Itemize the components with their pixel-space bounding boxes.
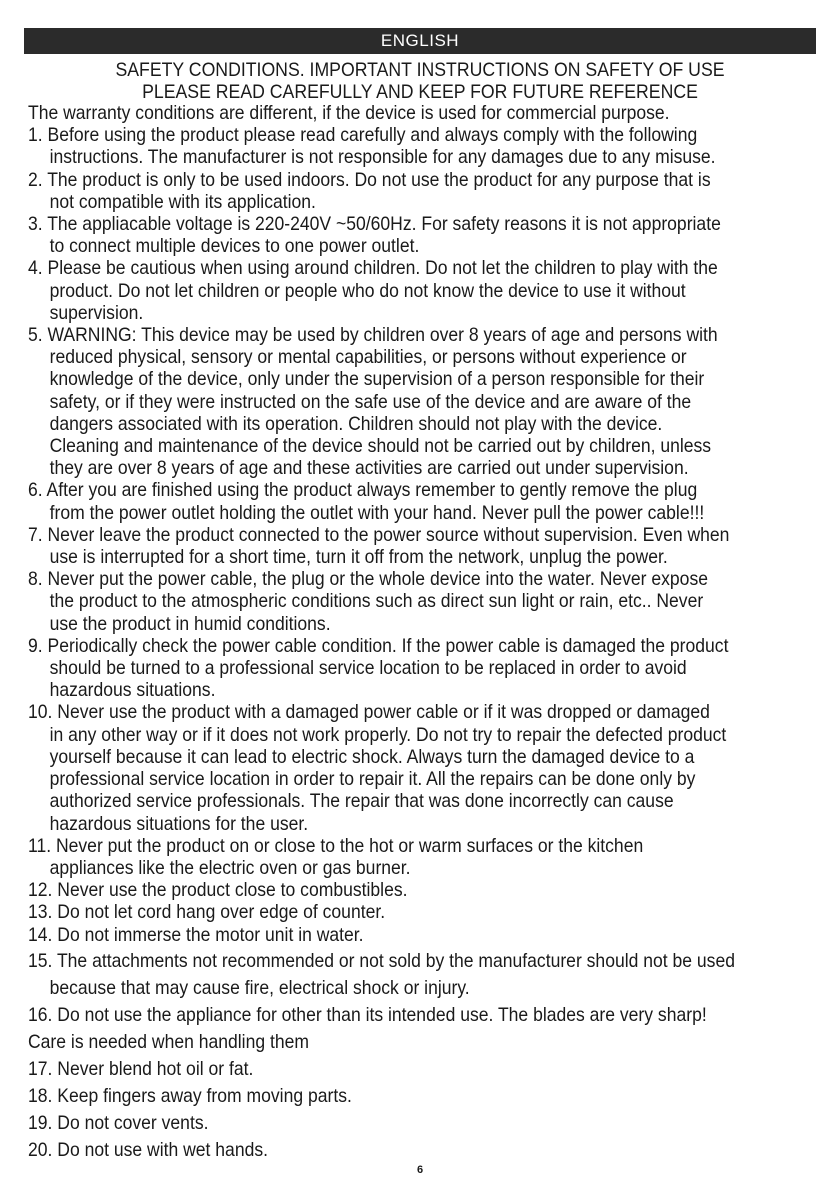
instruction-item — [28, 568, 775, 635]
instruction-continuation-line: product. Do not let children or people who do not know the device to use it without — [49, 279, 686, 302]
safety-subtitle: PLEASE READ CAREFULLY AND KEEP FOR FUTURE REFERENCE — [142, 82, 698, 103]
instruction-item — [28, 1138, 775, 1162]
instruction-line: 2. The product is only to be used indoors. Do not use the product for any purpose that is — [28, 168, 711, 191]
instruction-line: 1. Before using the product please read carefully and always comply with the following — [28, 124, 698, 147]
instruction-line: 11. Never put the product on or close to the hot or warm surfaces or the kitchen — [28, 834, 644, 857]
instruction-line: 3. The appliacable voltage is 220-240V ~50/60Hz. For safety reasons it is not appropriate — [28, 213, 721, 236]
instruction-item — [28, 1030, 775, 1054]
page-number: 6 — [416, 1164, 424, 1176]
instruction-line: 20. Do not use with wet hands. — [28, 1138, 269, 1161]
instruction-item — [28, 257, 775, 324]
instruction-continuation-line: from the power outlet holding the outlet with your hand. Never pull the power cable!!! — [49, 501, 705, 524]
instruction-item — [28, 124, 775, 168]
language-header-bar: ENGLISH — [24, 28, 816, 54]
warranty-intro: The warranty conditions are different, if the device is used for commercial purpose. — [28, 102, 670, 124]
instruction-continuation-line: yourself because it can lead to electric shock. Always turn the damaged device to a — [49, 745, 695, 768]
instruction-line: 15. The attachments not recommended or not sold by the manufacturer should not be used — [28, 949, 735, 972]
instruction-item — [28, 901, 775, 923]
instruction-line: 4. Please be cautious when using around children. Do not let the children to play with the — [28, 257, 718, 280]
instruction-continuation-line: authorized service professionals. The repair that was done incorrectly can cause — [49, 790, 674, 813]
instruction-continuation-line: Cleaning and maintenance of the device should not be carried out by children, unless — [49, 435, 712, 458]
instruction-continuation-line: instructions. The manufacturer is not responsible for any damages due to any misuse. — [49, 146, 716, 169]
instruction-item — [28, 1111, 775, 1135]
instruction-continuation-line: the product to the atmospheric conditions such as direct sun light or rain, etc.. Never — [49, 590, 704, 613]
instruction-continuation-line: not compatible with its application. — [49, 190, 316, 213]
instruction-items-continued — [28, 949, 775, 1162]
instruction-continuation-line: use is interrupted for a short time, turn it off from the network, unplug the power. — [49, 546, 668, 569]
instruction-line: 7. Never leave the product connected to the power source without supervision. Even when — [28, 523, 730, 546]
instruction-line: 14. Do not immerse the motor unit in water. — [28, 923, 364, 946]
instruction-line: 9. Periodically check the power cable condition. If the power cable is damaged the product — [28, 634, 729, 657]
instruction-continuation-line: reduced physical, sensory or mental capabilities, or persons without experience or — [49, 346, 687, 369]
instruction-continuation-line: hazardous situations for the user. — [49, 812, 309, 835]
instruction-item — [28, 924, 775, 946]
instruction-line: 16. Do not use the appliance for other than its intended use. The blades are very sharp! — [28, 1003, 707, 1026]
instruction-continuation-line: safety, or if they were instructed on the safe use of the device and are aware of the — [49, 390, 692, 413]
instruction-item — [28, 949, 775, 1000]
instruction-item — [28, 213, 775, 257]
instruction-line: 8. Never put the power cable, the plug or the whole device into the water. Never expose — [28, 568, 708, 591]
instruction-continuation-line: should be turned to a professional service location to be replaced in order to avoid — [49, 657, 687, 680]
instruction-line: 17. Never blend hot oil or fat. — [28, 1057, 254, 1080]
instruction-continuation-line: use the product in humid conditions. — [49, 612, 331, 635]
instruction-continuation-line: dangers associated with its operation. Children should not play with the device. — [49, 412, 663, 435]
instruction-line: 12. Never use the product close to combustibles. — [28, 879, 408, 902]
instruction-item — [28, 879, 775, 901]
instruction-continuation-line: they are over 8 years of age and these activities are carried out under supervision. — [49, 457, 689, 480]
instruction-line: 10. Never use the product with a damaged power cable or if it was dropped or damaged — [28, 701, 710, 724]
instruction-item — [28, 835, 775, 879]
instruction-continuation-line: supervision. — [49, 301, 144, 324]
instruction-line: Care is needed when handling them — [28, 1030, 309, 1053]
instruction-continuation-line: because that may cause fire, electrical shock or injury. — [49, 976, 470, 999]
instruction-continuation-line: professional service location in order to repair it. All the repairs can be done only by — [49, 768, 696, 791]
instruction-continuation-line: knowledge of the device, only under the supervision of a person responsible for their — [49, 368, 705, 391]
instruction-item — [28, 324, 775, 479]
instruction-item — [28, 1003, 775, 1027]
instruction-line: 18. Keep fingers away from moving parts. — [28, 1084, 352, 1107]
instruction-item — [28, 524, 775, 568]
safety-title: SAFETY CONDITIONS. IMPORTANT INSTRUCTIONS ON SAFETY OF USE — [115, 60, 725, 81]
instruction-item — [28, 635, 775, 702]
instruction-continuation-line: appliances like the electric oven or gas burner. — [49, 856, 411, 879]
instruction-continuation-line: in any other way or if it does not work properly. Do not try to repair the defected product — [49, 723, 727, 746]
instruction-line: 6. After you are finished using the product always remember to gently remove the plug — [28, 479, 698, 502]
safety-instructions-list — [28, 102, 775, 1162]
instruction-item — [28, 169, 775, 213]
instruction-continuation-line: hazardous situations. — [49, 679, 216, 702]
instruction-item — [28, 1084, 775, 1108]
instruction-item — [28, 1057, 775, 1081]
instruction-line: 19. Do not cover vents. — [28, 1111, 209, 1134]
safety-title-block — [29, 60, 810, 104]
instruction-items — [28, 124, 775, 946]
instruction-line: 13. Do not let cord hang over edge of counter. — [28, 901, 386, 924]
instruction-line: 5. WARNING: This device may be used by children over 8 years of age and persons with — [28, 324, 718, 347]
instruction-continuation-line: to connect multiple devices to one power outlet. — [49, 235, 420, 258]
instruction-item — [28, 479, 775, 523]
instruction-item — [28, 701, 775, 834]
